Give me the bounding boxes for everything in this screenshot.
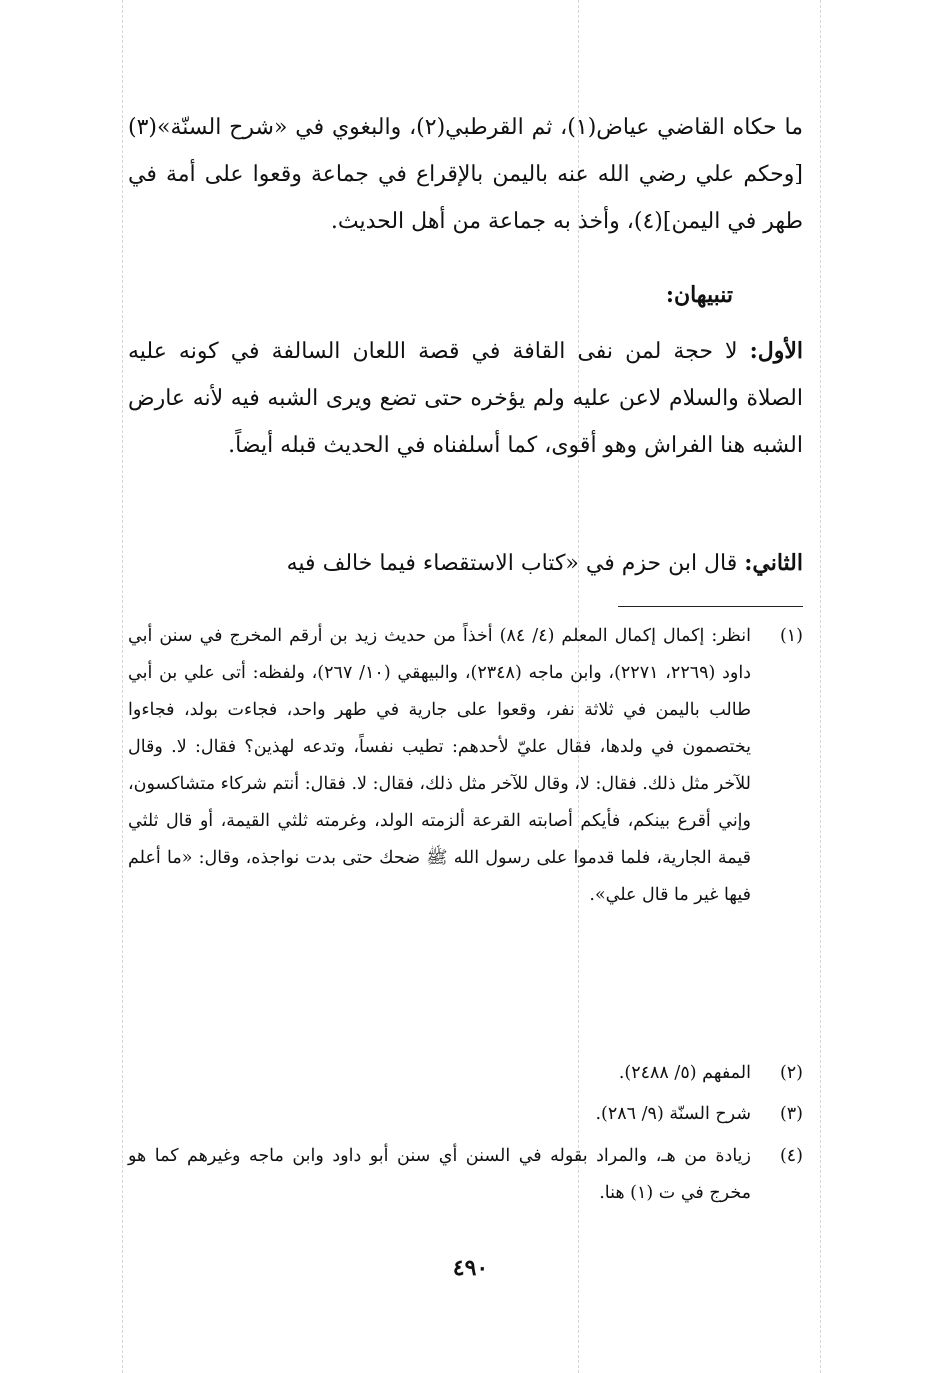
footnote-1 (128, 618, 803, 914)
footnote-number: (٣) (779, 1104, 803, 1124)
scan-guide-line (122, 0, 123, 1373)
second-note-label: الثاني: (744, 550, 803, 576)
footnote-number: (٢) (779, 1063, 803, 1083)
scan-guide-line (820, 0, 821, 1373)
page-number: ٤٩٠ (452, 1255, 489, 1281)
footnote-text: زيادة من هـ، والمراد بقوله في السنن أي سنن أبو داود وابن ماجه وغيرهم كما هو مخرج في ت (١) هنا. (128, 1146, 751, 1203)
second-note-text: قال ابن حزم في «كتاب الاستقصاء فيما خالف فيه (286, 551, 738, 576)
footnote-text: انظر: إكمال إكمال المعلم (٤/ ٨٤) أخذاً من حديث زيد بن أرقم المخرج في سنن أبي داود (٢٢٦٩، ٢٢٧١)، وابن ماجه (٢٣٤٨)، والبيهقي (١٠/ ٢٦٧)، ولفظه: أتى علي بن أبي طالب باليمن في ثلاثة نفر، وقعوا على جارية في طهر واحد، فجاءت بولد، فجاءوا يختصمون في ولدها، فقال عليّ لأحدهم: تطيب نفساً، وتدعه لهذين؟ فقال: لا. وقال للآخر مثل ذلك. فقال: لا، وقال للآخر مثل ذلك، فقال: لا. فقال: أنتم شركاء متشاكسون، وإني أقرع بينكم، فأيكم أصابته القرعة ألزمته الولد، وغرمته ثلثي القيمة، أو قال ثلثي قيمة الجارية، فلما قدموا على رسول الله ﷺ ضحك حتى بدت نواجذه، وقال: «ما أعلم فيها غير ما قال علي». (128, 626, 752, 905)
paragraph-intro-text: ما حكاه القاضي عياض(١)، ثم القرطبي(٢)، والبغوي في «شرح السنّة»(٣) [وحكم علي رضي الله عنه باليمن بالإقراع في جماعة وقعوا على أمة في طهر في اليمن](٤)، وأخذ به جماعة من أهل الحديث. (128, 115, 803, 234)
first-note-label: الأول: (749, 338, 803, 364)
first-note-text: لا حجة لمن نفى القافة في قصة اللعان السالفة في كونه عليه الصلاة والسلام لاعن عليه ولم يؤخره حتى تضع ويرى الشبه فيه لأنه عارض الشبه هنا الفراش وهو أقوى، كما أسلفناه في الحديث قبله أيضاً. (128, 339, 803, 458)
footnote-3 (128, 1096, 803, 1133)
footnote-text: شرح السنّة (٩/ ٢٨٦). (595, 1104, 751, 1124)
paragraph-first-note (128, 328, 803, 469)
footnote-number: (١) (779, 626, 803, 646)
footnote-number: (٤) (779, 1146, 803, 1166)
footnote-separator (618, 606, 803, 607)
paragraph-second-note (128, 540, 803, 587)
footnote-2 (128, 1055, 803, 1092)
section-heading: تنبيهان: (665, 282, 733, 308)
footnote-text: المفهم (٥/ ٢٤٨٨). (618, 1063, 751, 1083)
paragraph-intro (128, 104, 803, 245)
footnote-4 (128, 1138, 803, 1212)
